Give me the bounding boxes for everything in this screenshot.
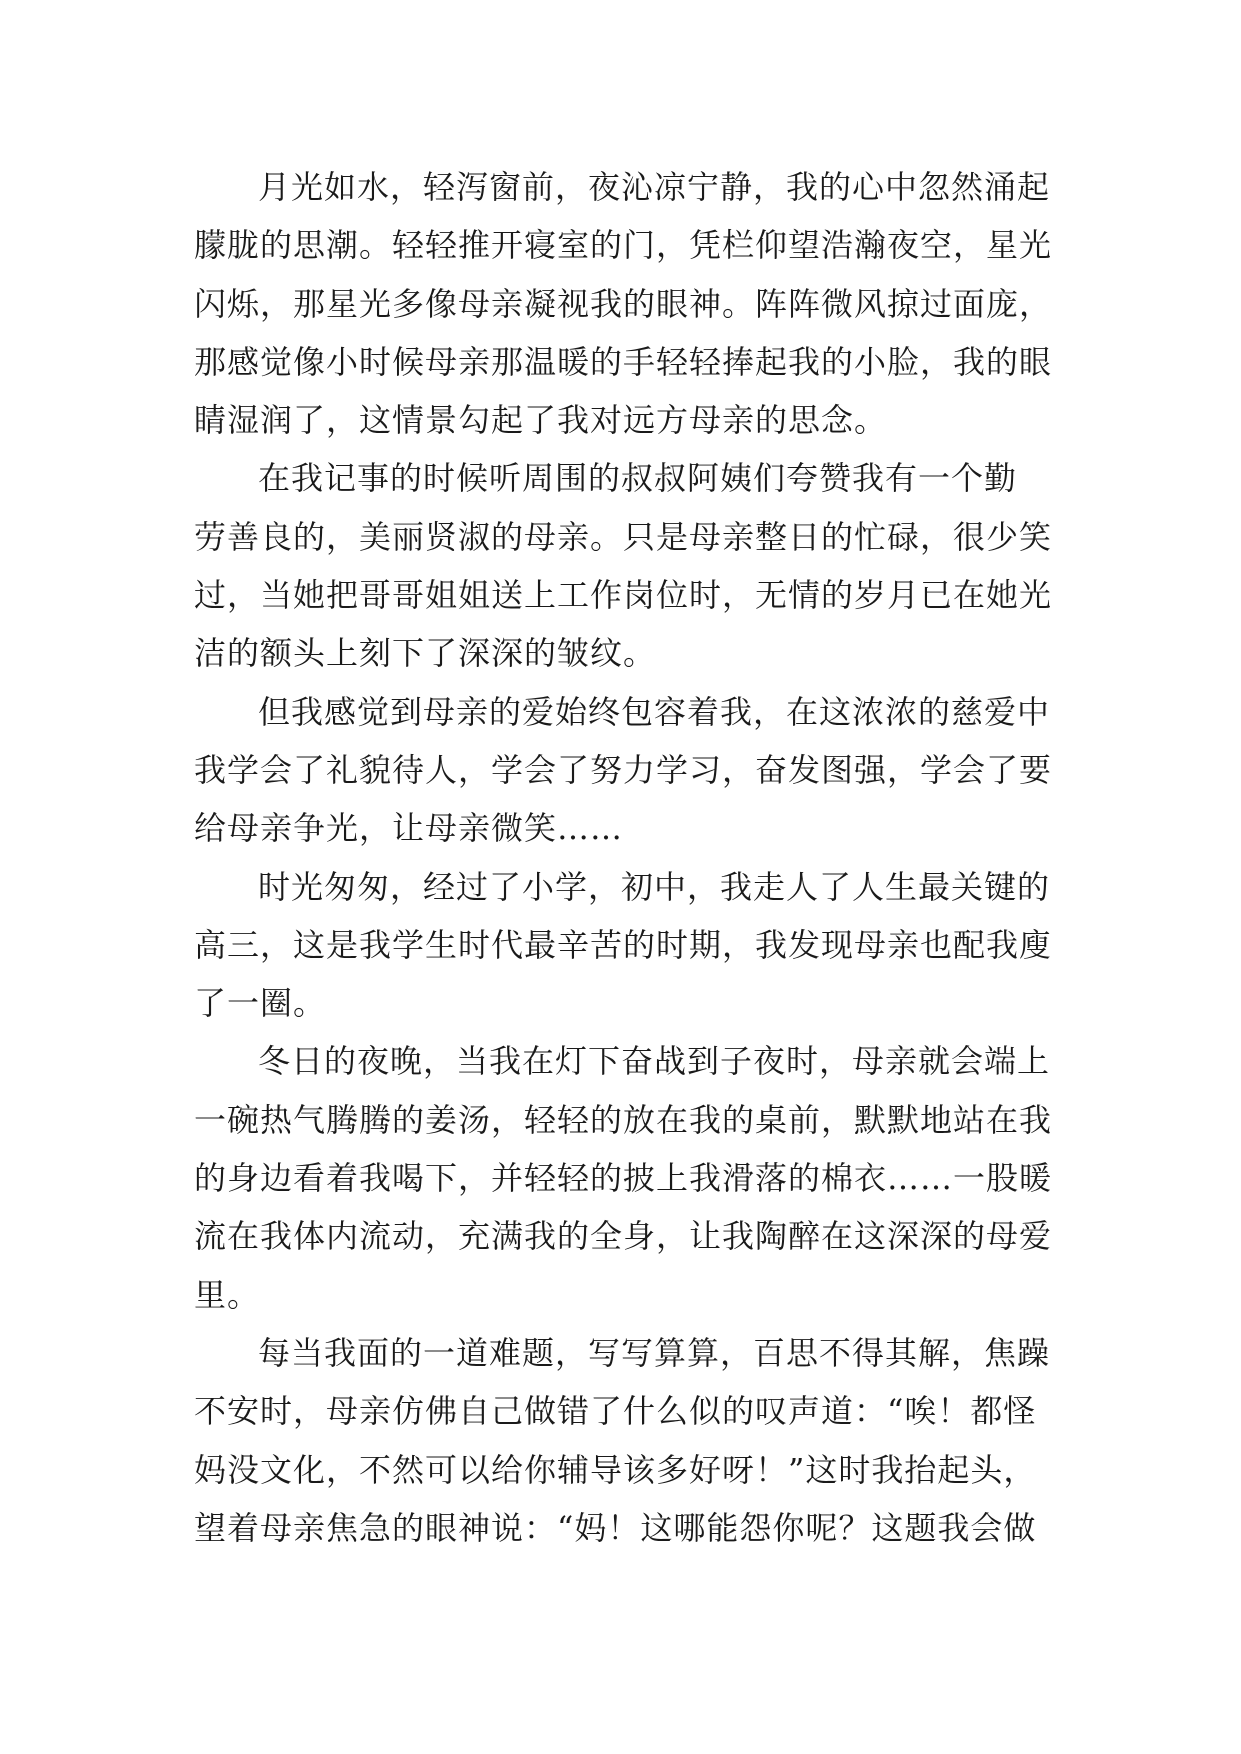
text-line: 但我感觉到母亲的爱始终包容着我，在这浓浓的慈爱中: [258, 692, 1051, 731]
text-line: 望着母亲焦急的眼神说：“妈！这哪能怨你呢？这题我会做: [194, 1508, 1037, 1547]
text-line: 过，当她把哥哥姐姐送上工作岗位时，无情的岁月已在她光: [194, 576, 1053, 615]
text-line: 睛湿润了，这情景勾起了我对远方母亲的思念。: [194, 401, 888, 440]
paragraph-6: [194, 1324, 1056, 1557]
text-line: 那感觉像小时候母亲那温暖的手轻轻捧起我的小脸，我的眼: [194, 342, 1053, 381]
paragraph-1: [194, 158, 1056, 449]
text-line: 朦胧的思潮。轻轻推开寝室的门，凭栏仰望浩瀚夜空，星光: [194, 226, 1053, 265]
paragraph-3: [194, 683, 1056, 858]
text-line: 妈没文化，不然可以给你辅导该多好呀！”这时我抬起头，: [194, 1450, 1037, 1489]
essay-body: [194, 158, 1056, 1557]
text-line: 不安时，母亲仿佛自己做错了什么似的叹声道：“唉！都怪: [194, 1392, 1037, 1431]
paragraph-2: [194, 449, 1056, 682]
text-line: 我学会了礼貌待人，学会了努力学习，奋发图强，学会了要: [194, 750, 1053, 789]
text-line: 了一圈。: [194, 984, 327, 1023]
text-line: 时光匆匆，经过了小学，初中，我走人了人生最关键的: [258, 867, 1051, 906]
text-line: 流在我体内流动，充满我的全身，让我陶醉在这深深的母爱: [194, 1217, 1053, 1256]
text-line: 月光如水，轻泻窗前，夜沁凉宁静，我的心中忽然涌起: [258, 168, 1051, 206]
text-line: 给母亲争光，让母亲微笑……: [194, 809, 624, 848]
text-line: 高三，这是我学生时代最辛苦的时期，我发现母亲也配我廋: [194, 925, 1053, 964]
text-line: 劳善良的，美丽贤淑的母亲。只是母亲整日的忙碌，很少笑: [194, 517, 1053, 556]
text-line: 里。: [194, 1275, 261, 1314]
text-line: 一碗热气腾腾的姜汤，轻轻的放在我的桌前，默默地站在我: [194, 1100, 1053, 1139]
paragraph-4: [194, 858, 1056, 1033]
text-line: 在我记事的时候听周围的叔叔阿姨们夸赞我有一个勤: [258, 459, 1018, 498]
text-line: 的身边看着我喝下，并轻轻的披上我滑落的棉衣……一股暖: [194, 1159, 1053, 1198]
paragraph-5: [194, 1032, 1056, 1323]
text-line: 冬日的夜晚，当我在灯下奋战到子夜时，母亲就会端上: [258, 1042, 1051, 1081]
text-line: 闪烁，那星光多像母亲凝视我的眼神。阵阵微风掠过面庞，: [194, 284, 1053, 323]
text-line: 洁的额头上刻下了深深的皱纹。: [194, 634, 657, 673]
text-line: 每当我面的一道难题，写写算算，百思不得其解，焦躁: [258, 1333, 1051, 1372]
